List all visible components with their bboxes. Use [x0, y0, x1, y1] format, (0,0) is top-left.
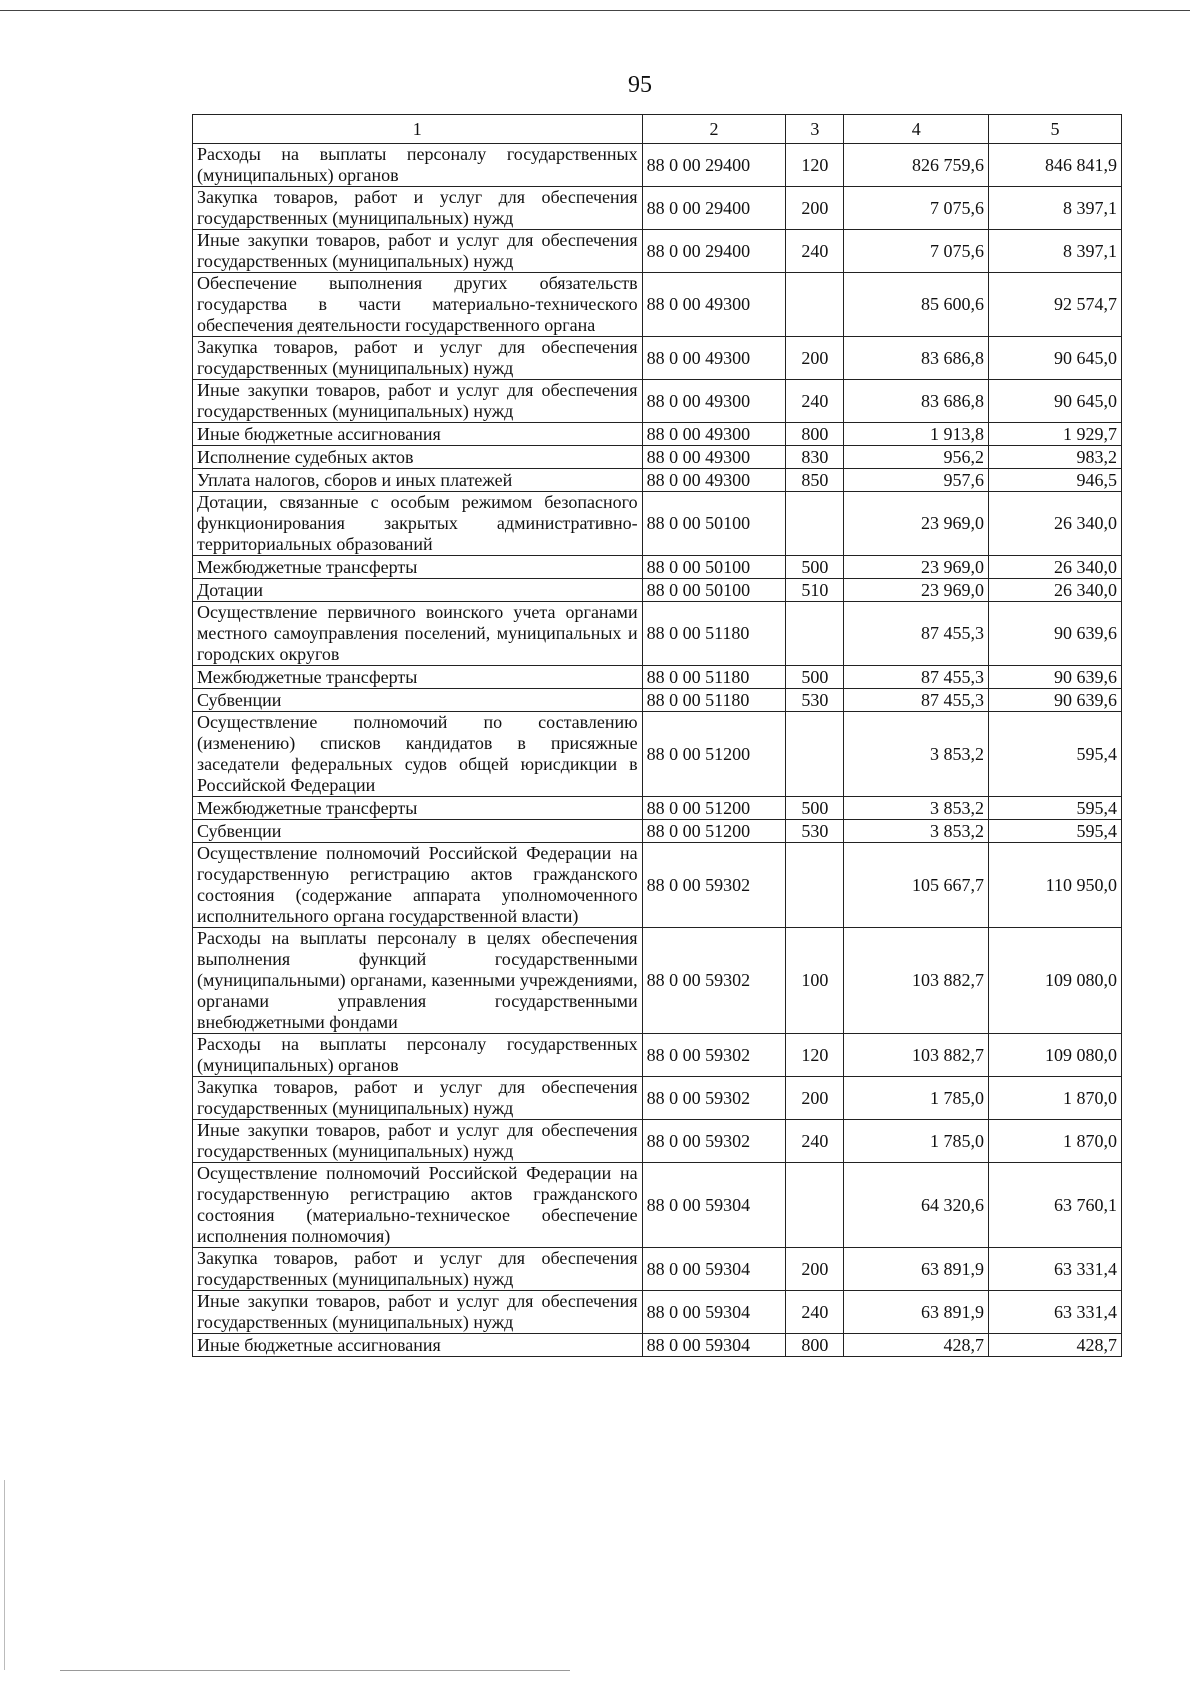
row-vr-cell: 800 — [786, 1334, 844, 1357]
row-name-cell: Осуществление полномочий Российской Федерации на государственную регистрацию актов гражданского состояния (содержание аппарата уполномоченного исполнительного органа государственной власти) — [193, 843, 643, 928]
row-name-cell: Субвенции — [193, 689, 643, 712]
budget-table — [192, 114, 1122, 1357]
row-vr-cell: 200 — [786, 187, 844, 230]
header-col-3: 3 — [786, 115, 844, 144]
row-sum1-cell: 1 785,0 — [844, 1077, 989, 1120]
row-vr-cell: 830 — [786, 446, 844, 469]
row-code-cell: 88 0 00 49300 — [642, 423, 786, 446]
row-sum2-cell: 595,4 — [989, 820, 1122, 843]
table-header — [193, 115, 1122, 144]
table-row — [193, 492, 1122, 556]
row-code-cell: 88 0 00 50100 — [642, 556, 786, 579]
row-sum1-cell: 956,2 — [844, 446, 989, 469]
row-name-cell: Расходы на выплаты персоналу государственных (муниципальных) органов — [193, 144, 643, 187]
row-vr-cell: 100 — [786, 928, 844, 1034]
row-name-cell: Дотации — [193, 579, 643, 602]
table-row — [193, 446, 1122, 469]
table-row — [193, 928, 1122, 1034]
row-name-cell: Иные закупки товаров, работ и услуг для обеспечения государственных (муниципальных) нужд — [193, 380, 643, 423]
row-name-cell: Субвенции — [193, 820, 643, 843]
row-vr-cell: 530 — [786, 820, 844, 843]
table-row — [193, 602, 1122, 666]
table-row — [193, 820, 1122, 843]
row-code-cell: 88 0 00 51180 — [642, 666, 786, 689]
table-row — [193, 380, 1122, 423]
table-row — [193, 1034, 1122, 1077]
row-vr-cell: 200 — [786, 1248, 844, 1291]
table-row — [193, 1163, 1122, 1248]
row-vr-cell: 530 — [786, 689, 844, 712]
row-sum1-cell: 7 075,6 — [844, 187, 989, 230]
table-row — [193, 423, 1122, 446]
row-sum1-cell: 3 853,2 — [844, 712, 989, 797]
row-sum1-cell: 64 320,6 — [844, 1163, 989, 1248]
table-row — [193, 187, 1122, 230]
table-row — [193, 797, 1122, 820]
row-name-cell: Обеспечение выполнения других обязательств государства в части материально-технического обеспечения деятельности государственного органа — [193, 273, 643, 337]
table-row — [193, 144, 1122, 187]
row-sum2-cell: 110 950,0 — [989, 843, 1122, 928]
row-vr-cell — [786, 492, 844, 556]
row-sum2-cell: 90 645,0 — [989, 380, 1122, 423]
row-sum2-cell: 846 841,9 — [989, 144, 1122, 187]
row-code-cell: 88 0 00 29400 — [642, 230, 786, 273]
page-number: 95 — [628, 72, 652, 98]
row-code-cell: 88 0 00 49300 — [642, 446, 786, 469]
row-sum1-cell: 23 969,0 — [844, 556, 989, 579]
row-code-cell: 88 0 00 59304 — [642, 1163, 786, 1248]
row-sum1-cell: 105 667,7 — [844, 843, 989, 928]
row-code-cell: 88 0 00 49300 — [642, 469, 786, 492]
row-sum1-cell: 23 969,0 — [844, 579, 989, 602]
row-sum1-cell: 87 455,3 — [844, 689, 989, 712]
header-col-1: 1 — [193, 115, 643, 144]
row-code-cell: 88 0 00 49300 — [642, 273, 786, 337]
row-vr-cell — [786, 273, 844, 337]
row-sum2-cell: 428,7 — [989, 1334, 1122, 1357]
row-name-cell: Закупка товаров, работ и услуг для обеспечения государственных (муниципальных) нужд — [193, 337, 643, 380]
table-row — [193, 1291, 1122, 1334]
row-code-cell: 88 0 00 59302 — [642, 843, 786, 928]
table-row — [193, 337, 1122, 380]
row-sum1-cell: 3 853,2 — [844, 820, 989, 843]
row-vr-cell: 240 — [786, 1291, 844, 1334]
row-vr-cell: 240 — [786, 230, 844, 273]
row-vr-cell: 510 — [786, 579, 844, 602]
row-vr-cell — [786, 843, 844, 928]
row-code-cell: 88 0 00 59302 — [642, 1077, 786, 1120]
row-vr-cell: 200 — [786, 1077, 844, 1120]
row-sum1-cell: 83 686,8 — [844, 380, 989, 423]
row-name-cell: Иные закупки товаров, работ и услуг для обеспечения государственных (муниципальных) нужд — [193, 1120, 643, 1163]
row-vr-cell — [786, 602, 844, 666]
row-code-cell: 88 0 00 59302 — [642, 1120, 786, 1163]
scan-border-bottom — [60, 1670, 570, 1671]
row-vr-cell — [786, 1163, 844, 1248]
scan-border-left — [4, 1480, 5, 1670]
row-sum2-cell: 946,5 — [989, 469, 1122, 492]
row-name-cell: Расходы на выплаты персоналу государственных (муниципальных) органов — [193, 1034, 643, 1077]
row-sum1-cell: 7 075,6 — [844, 230, 989, 273]
header-col-5: 5 — [989, 115, 1122, 144]
row-sum2-cell: 109 080,0 — [989, 1034, 1122, 1077]
row-code-cell: 88 0 00 51200 — [642, 712, 786, 797]
row-sum2-cell: 8 397,1 — [989, 187, 1122, 230]
row-name-cell: Осуществление полномочий по составлению (изменению) списков кандидатов в присяжные заседатели федеральных судов общей юрисдикции в Российской Федерации — [193, 712, 643, 797]
row-code-cell: 88 0 00 51200 — [642, 820, 786, 843]
table-row — [193, 666, 1122, 689]
row-name-cell: Закупка товаров, работ и услуг для обеспечения государственных (муниципальных) нужд — [193, 187, 643, 230]
row-sum1-cell: 87 455,3 — [844, 602, 989, 666]
table-row — [193, 556, 1122, 579]
row-name-cell: Иные бюджетные ассигнования — [193, 1334, 643, 1357]
row-name-cell: Закупка товаров, работ и услуг для обеспечения государственных (муниципальных) нужд — [193, 1248, 643, 1291]
row-sum2-cell: 92 574,7 — [989, 273, 1122, 337]
row-name-cell: Межбюджетные трансферты — [193, 666, 643, 689]
row-name-cell: Дотации, связанные с особым режимом безопасного функционирования закрытых административно-территориальных образований — [193, 492, 643, 556]
header-col-4: 4 — [844, 115, 989, 144]
row-code-cell: 88 0 00 51180 — [642, 689, 786, 712]
row-name-cell: Осуществление полномочий Российской Федерации на государственную регистрацию актов гражданского состояния (материально-техническое обеспечение исполнения полномочия) — [193, 1163, 643, 1248]
row-vr-cell — [786, 712, 844, 797]
table-row — [193, 1077, 1122, 1120]
row-sum1-cell: 3 853,2 — [844, 797, 989, 820]
row-sum2-cell: 63 760,1 — [989, 1163, 1122, 1248]
row-code-cell: 88 0 00 50100 — [642, 579, 786, 602]
row-sum1-cell: 103 882,7 — [844, 928, 989, 1034]
table-row — [193, 689, 1122, 712]
row-sum2-cell: 1 870,0 — [989, 1077, 1122, 1120]
row-vr-cell: 240 — [786, 380, 844, 423]
row-vr-cell: 240 — [786, 1120, 844, 1163]
row-sum2-cell: 90 645,0 — [989, 337, 1122, 380]
row-code-cell: 88 0 00 59304 — [642, 1248, 786, 1291]
row-vr-cell: 800 — [786, 423, 844, 446]
row-name-cell: Осуществление первичного воинского учета органами местного самоуправления поселений, муниципальных и городских округов — [193, 602, 643, 666]
row-sum2-cell: 90 639,6 — [989, 602, 1122, 666]
row-vr-cell: 120 — [786, 144, 844, 187]
row-name-cell: Закупка товаров, работ и услуг для обеспечения государственных (муниципальных) нужд — [193, 1077, 643, 1120]
row-vr-cell: 500 — [786, 797, 844, 820]
row-name-cell: Межбюджетные трансферты — [193, 797, 643, 820]
row-sum1-cell: 23 969,0 — [844, 492, 989, 556]
table-header-row — [193, 115, 1122, 144]
row-code-cell: 88 0 00 51200 — [642, 797, 786, 820]
row-sum1-cell: 85 600,6 — [844, 273, 989, 337]
row-code-cell: 88 0 00 49300 — [642, 337, 786, 380]
row-code-cell: 88 0 00 51180 — [642, 602, 786, 666]
row-code-cell: 88 0 00 29400 — [642, 187, 786, 230]
row-sum1-cell: 63 891,9 — [844, 1248, 989, 1291]
row-name-cell: Иные закупки товаров, работ и услуг для обеспечения государственных (муниципальных) нужд — [193, 230, 643, 273]
row-sum2-cell: 26 340,0 — [989, 556, 1122, 579]
row-code-cell: 88 0 00 59302 — [642, 928, 786, 1034]
row-sum2-cell: 26 340,0 — [989, 579, 1122, 602]
table-row — [193, 1334, 1122, 1357]
table-row — [193, 1120, 1122, 1163]
row-sum1-cell: 87 455,3 — [844, 666, 989, 689]
row-code-cell: 88 0 00 49300 — [642, 380, 786, 423]
row-sum2-cell: 595,4 — [989, 712, 1122, 797]
row-sum2-cell: 63 331,4 — [989, 1291, 1122, 1334]
row-sum1-cell: 1 785,0 — [844, 1120, 989, 1163]
row-sum2-cell: 63 331,4 — [989, 1248, 1122, 1291]
row-code-cell: 88 0 00 59304 — [642, 1334, 786, 1357]
row-name-cell: Иные бюджетные ассигнования — [193, 423, 643, 446]
row-sum1-cell: 826 759,6 — [844, 144, 989, 187]
row-sum1-cell: 957,6 — [844, 469, 989, 492]
row-sum1-cell: 103 882,7 — [844, 1034, 989, 1077]
row-sum2-cell: 595,4 — [989, 797, 1122, 820]
scan-border-top — [0, 10, 1190, 11]
row-vr-cell: 200 — [786, 337, 844, 380]
row-sum2-cell: 90 639,6 — [989, 689, 1122, 712]
table-row — [193, 579, 1122, 602]
row-sum1-cell: 83 686,8 — [844, 337, 989, 380]
row-sum2-cell: 26 340,0 — [989, 492, 1122, 556]
row-code-cell: 88 0 00 50100 — [642, 492, 786, 556]
table-body — [193, 144, 1122, 1357]
row-sum1-cell: 63 891,9 — [844, 1291, 989, 1334]
row-sum2-cell: 8 397,1 — [989, 230, 1122, 273]
row-name-cell: Уплата налогов, сборов и иных платежей — [193, 469, 643, 492]
header-col-2: 2 — [642, 115, 786, 144]
row-name-cell: Исполнение судебных актов — [193, 446, 643, 469]
row-vr-cell: 120 — [786, 1034, 844, 1077]
table-row — [193, 469, 1122, 492]
row-vr-cell: 850 — [786, 469, 844, 492]
row-name-cell: Межбюджетные трансферты — [193, 556, 643, 579]
table-row — [193, 843, 1122, 928]
row-sum2-cell: 983,2 — [989, 446, 1122, 469]
row-code-cell: 88 0 00 59304 — [642, 1291, 786, 1334]
table-row — [193, 1248, 1122, 1291]
row-code-cell: 88 0 00 29400 — [642, 144, 786, 187]
row-name-cell: Иные закупки товаров, работ и услуг для обеспечения государственных (муниципальных) нужд — [193, 1291, 643, 1334]
table-row — [193, 230, 1122, 273]
table-row — [193, 712, 1122, 797]
row-vr-cell: 500 — [786, 556, 844, 579]
row-sum2-cell: 1 929,7 — [989, 423, 1122, 446]
row-sum2-cell: 109 080,0 — [989, 928, 1122, 1034]
row-vr-cell: 500 — [786, 666, 844, 689]
row-sum1-cell: 1 913,8 — [844, 423, 989, 446]
row-name-cell: Расходы на выплаты персоналу в целях обеспечения выполнения функций государственными (муниципальными) органами, казенными учреждениями, органами управления государственными внебюджетными фондами — [193, 928, 643, 1034]
row-sum2-cell: 1 870,0 — [989, 1120, 1122, 1163]
row-sum2-cell: 90 639,6 — [989, 666, 1122, 689]
row-code-cell: 88 0 00 59302 — [642, 1034, 786, 1077]
table-row — [193, 273, 1122, 337]
row-sum1-cell: 428,7 — [844, 1334, 989, 1357]
